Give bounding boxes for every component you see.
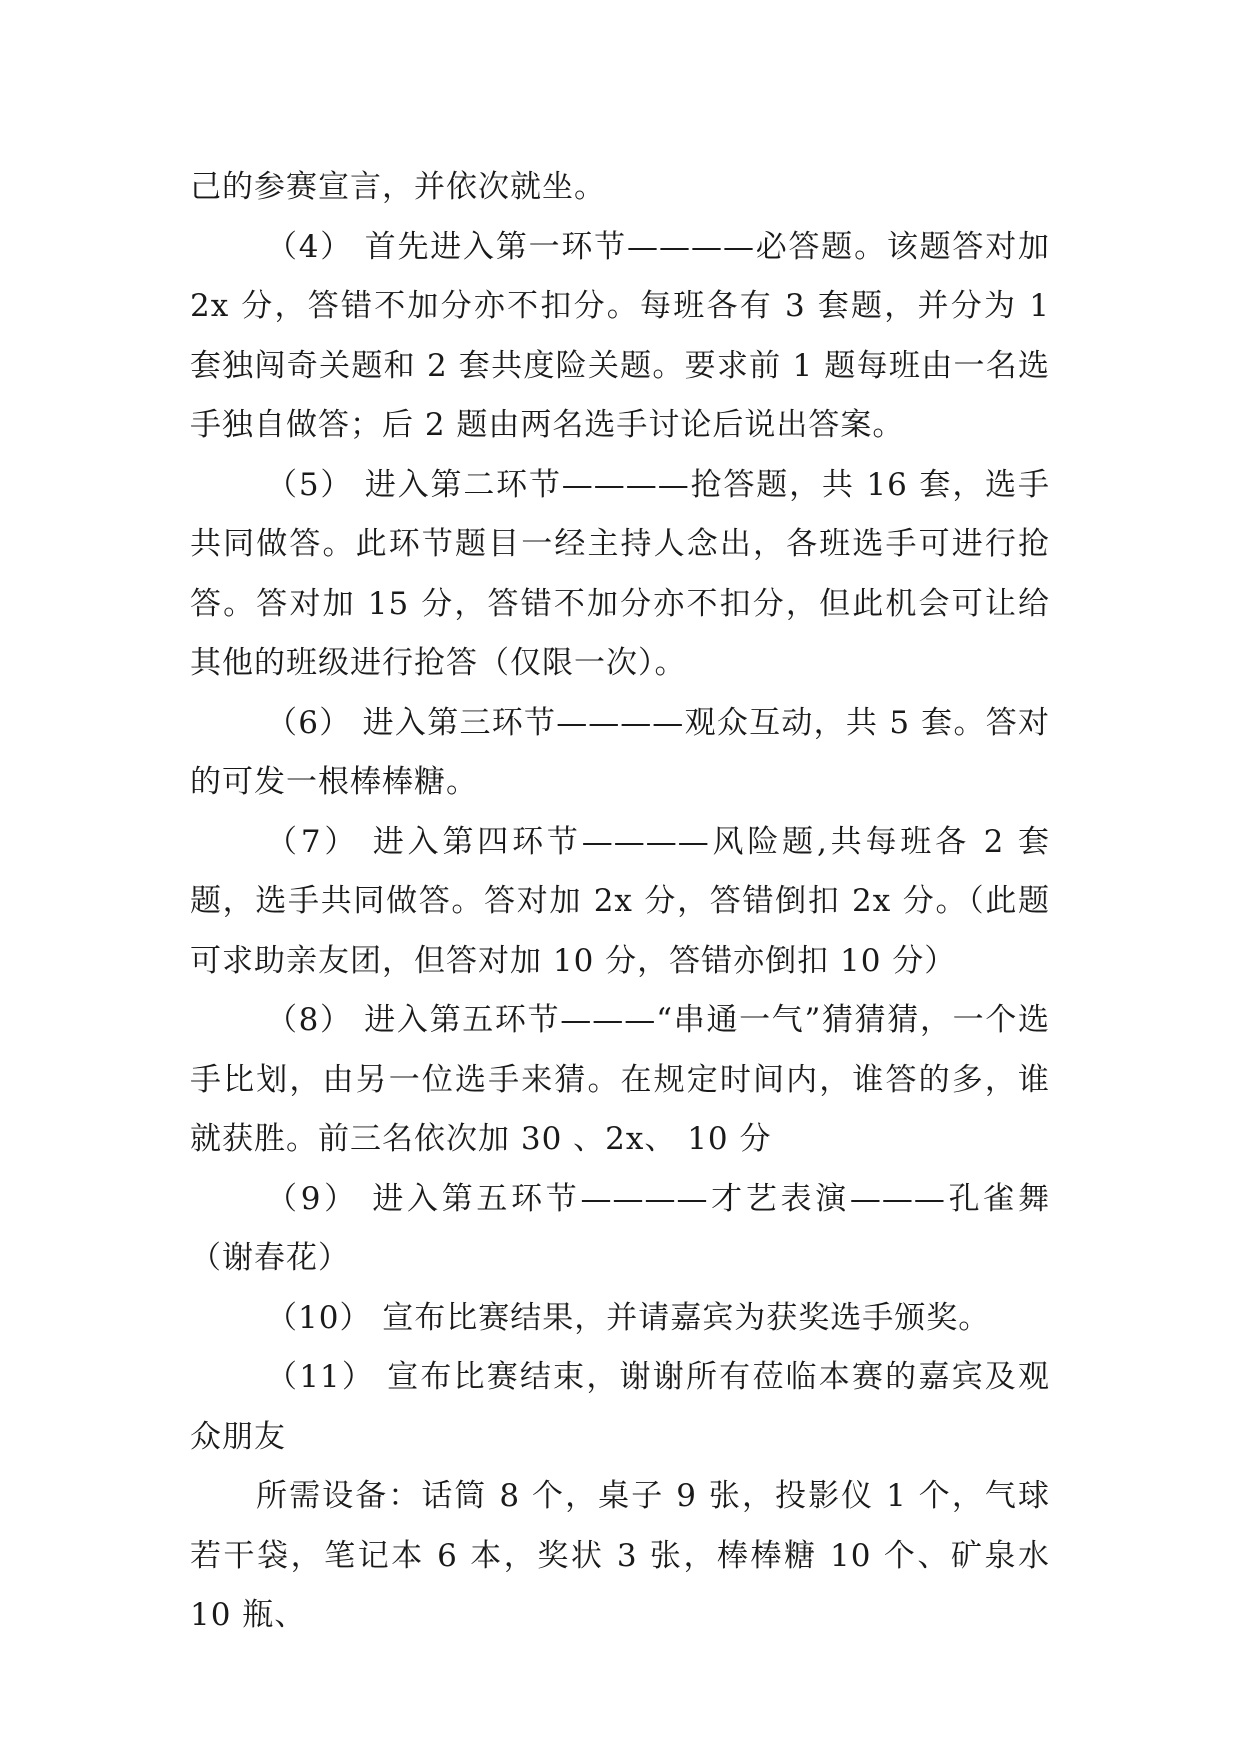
paragraph-step-4: （4） 首先进入第一环节————必答题。该题答对加 2x 分，答错不加分亦不扣分。每班各有 3 套题，并分为 1 套独闯奇关题和 2 套共度险关题。要求前 1 题每班由一名选手独自做答；后 2 题由两名选手讨论后说出答案。	[190, 228, 1050, 443]
paragraph-equipment: 所需设备：话筒 8 个，桌子 9 张，投影仪 1 个，气球若干袋，笔记本 6 本，奖状 3 张，棒棒糖 10 个、矿泉水 10 瓶、	[190, 1478, 1050, 1633]
paragraph-step-7: （7） 进入第四环节————风险题,共每班各 2 套题，选手共同做答。答对加 2x 分，答错倒扣 2x 分。（此题可求助亲友团，但答对加 10 分，答错亦倒扣 10 分）	[190, 823, 1050, 979]
paragraph-step-10: （10） 宣布比赛结果，并请嘉宾为获奖选手颁奖。	[266, 1299, 991, 1336]
paragraph-step-5: （5） 进入第二环节————抢答题，共 16 套，选手共同做答。此环节题目一经主持人念出，各班选手可进行抢答。答对加 15 分，答错不加分亦不扣分，但此机会可让给其他的班级进行抢答（仅限一次）。	[190, 466, 1050, 681]
paragraph-step-9: （9） 进入第五环节————才艺表演———孔雀舞（谢春花）	[190, 1180, 1050, 1276]
paragraph-step-8: （8） 进入第五环节———“串通一气”猜猜猜，一个选手比划，由另一位选手来猜。在规定时间内，谁答的多，谁就获胜。前三名依次加 30 、2x、 10 分	[190, 1002, 1050, 1157]
paragraph-step-11: （11） 宣布比赛结束，谢谢所有莅临本赛的嘉宾及观众朋友	[190, 1359, 1050, 1455]
paragraph-step-6: （6） 进入第三环节————观众互动，共 5 套。答对的可发一根棒棒糖。	[190, 704, 1050, 800]
paragraph-continuation: 己的参赛宣言，并依次就坐。	[190, 169, 606, 205]
document-page	[190, 158, 1050, 1646]
